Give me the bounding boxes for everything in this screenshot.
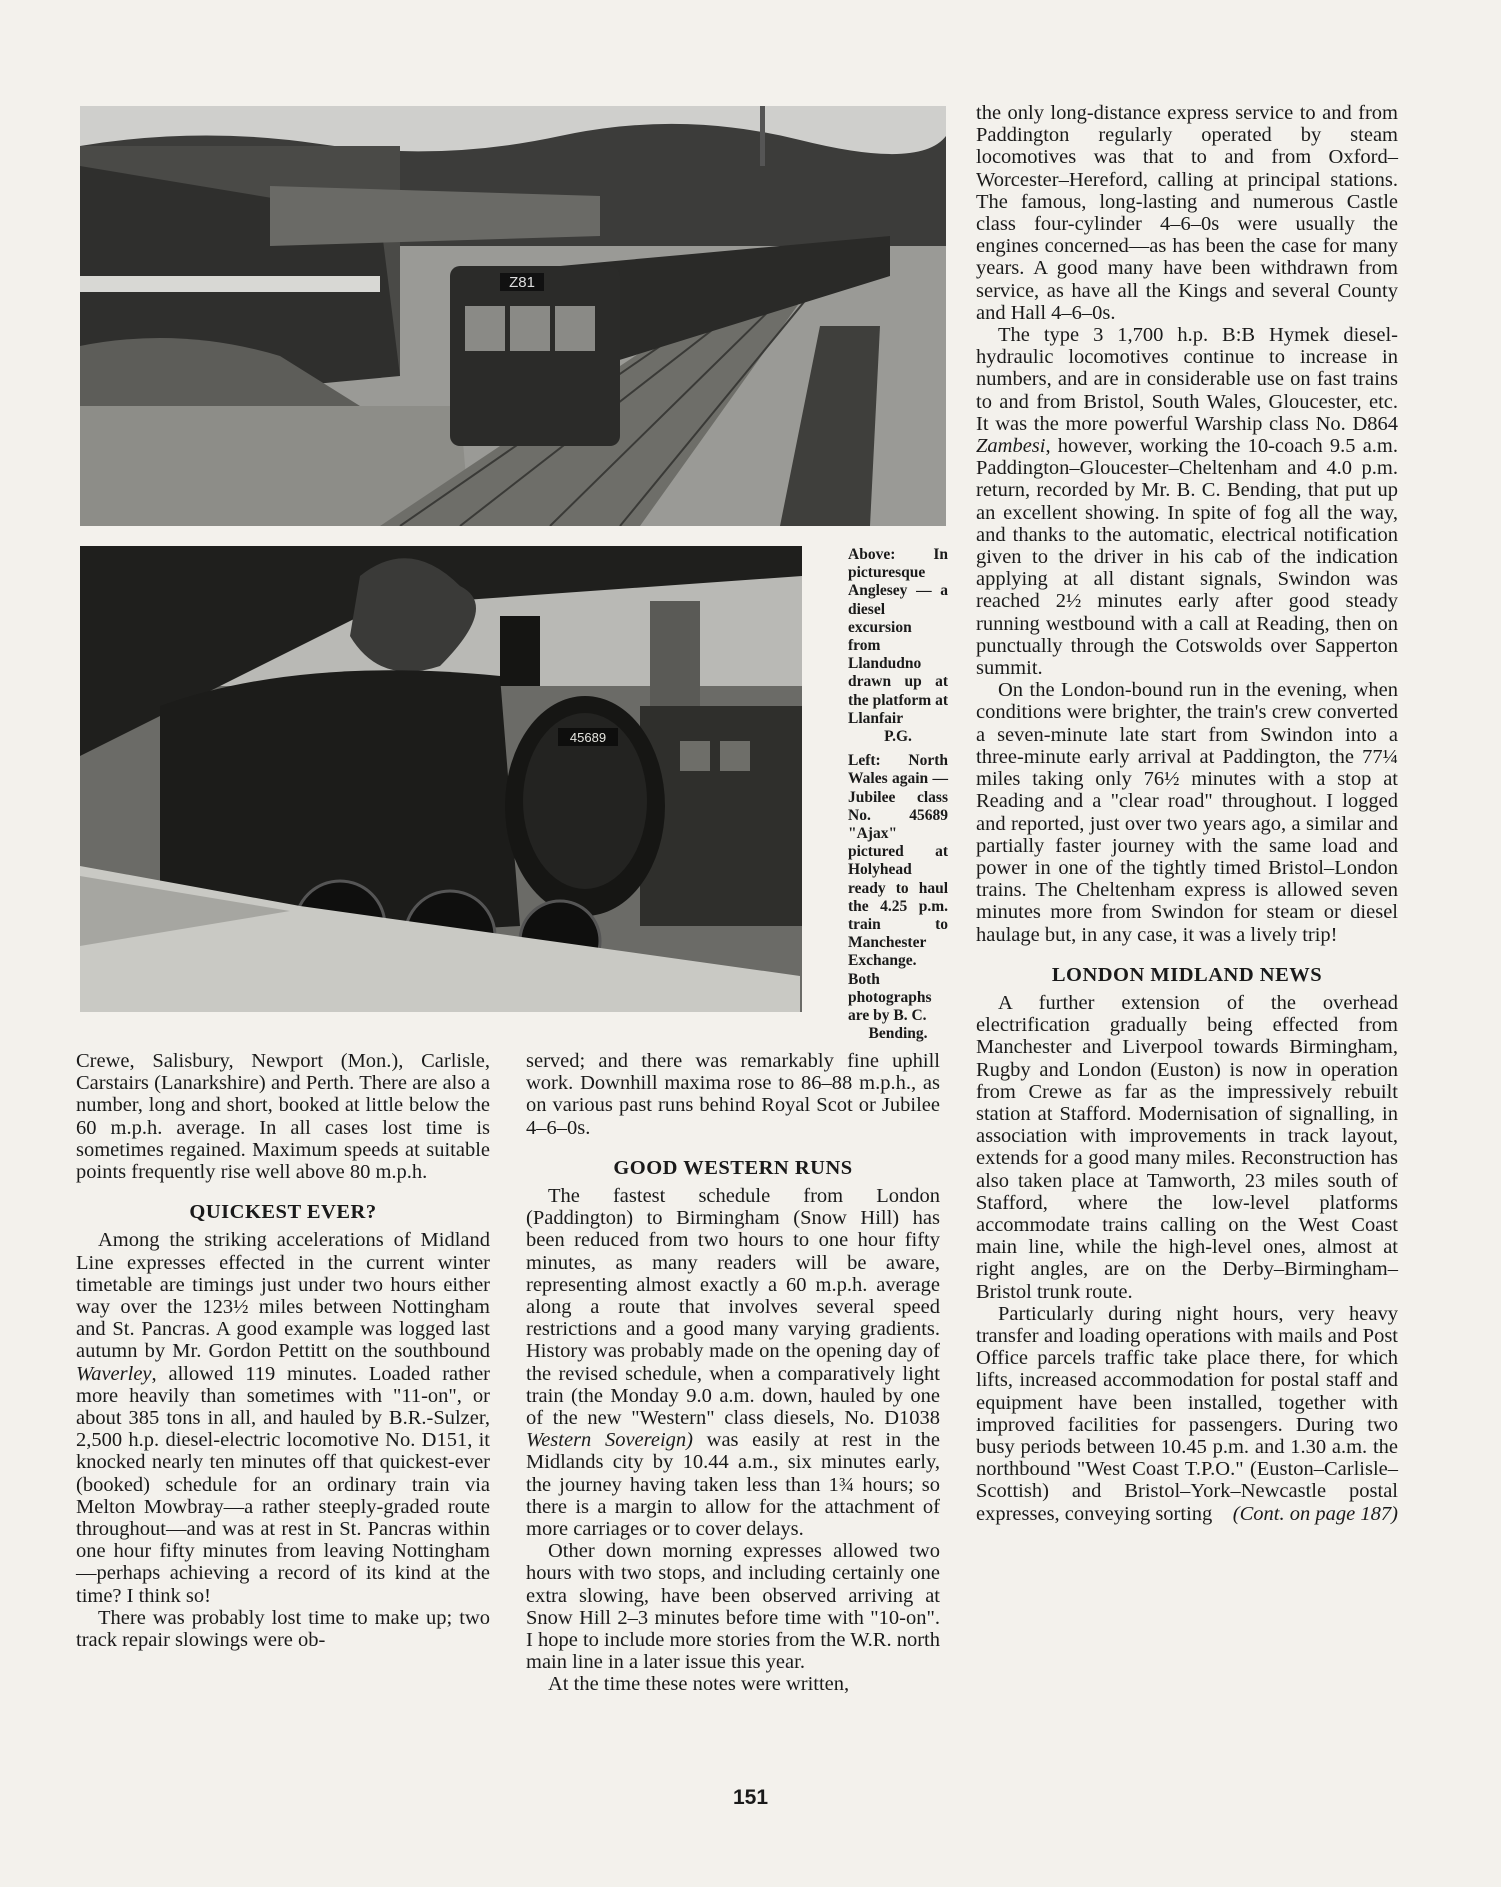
heading-london-midland-news: LONDON MIDLAND NEWS [1051,963,1323,986]
col1-intro: Crewe, Salisbury, Newport (Mon.), Carlisle, Carstairs (Lanarkshire) and Perth. There are also a number, long and short, booked at little below the 60 m.p.h. average. In all cases lost time is sometimes regained. Maximum speeds at suitable points frequently rise well above 80 m.p.h. [76,1050,490,1184]
column-2 [526,1050,940,1696]
caption-above [848,546,948,746]
heading-good-western-runs: GOOD WESTERN RUNS [613,1156,853,1179]
heading-quickest-ever: QUICKEST EVER? [189,1201,377,1224]
photo-anglesey-diesel [80,106,946,526]
col1-p1-text-a: Among the striking accelerations of Midland Line expresses effected in the current winter timetable are timings just under two hours either way over the 123½ miles between Nottingham and St. Pancras. A good example was logged last autumn by Mr. Gordon Pettitt on the southbound [76,1229,490,1363]
col2-intro: served; and there was remarkably fine uphill work. Downhill maxima rose to 86–88 m.p.h., as on various past runs behind Royal Scot or Jubilee 4–6–0s. [526,1050,940,1139]
photo-anglesey-diesel-image [80,106,946,526]
col2-paragraph-2: Other down morning expresses allowed two hours with two stops, and including certainly one extra slowing, have been observed arriving at Snow Hill 2–3 minutes before time with "10-on". I hope to include more stories from the W.R. north main line in a later issue this year. [526,1540,940,1674]
caption-left-end: Bending. [868,1025,928,1043]
col3-paragraph-3: A further extension of the overhead electrification gradually being effected from Manchester and Liverpool towards Birmingham, Rugby and London (Euston) is now in operation from Crewe as far as the impressively rebuilt station at Stafford. Modernisation of signalling, in association with improvements in track layout, extends for a good many miles. Reconstruction has also taken place at Tamworth, 23 miles south of Stafford, where the low-level platforms accommodate trains calling on the West Coast main line, while the high-level ones, almost at right angles, are on the Derby–Birmingham–Bristol trunk route. [976,991,1398,1303]
photo-jubilee-holyhead [80,546,802,1012]
loco-number-plate: 45689 [569,730,607,745]
col2-paragraph-1 [526,1185,940,1540]
col2-p1-text-a: The fastest schedule from London (Paddington) to Birmingham (Snow Hill) has been reduced from two hours to one hour fifty minutes, as many readers will be aware, representing almost exactly a 60 m.p.h. average along a route that involves several speed restrictions and a good many varying gradients. History was probably made on the opening day of the revised schedule, when a comparatively light train (the Monday 9.0 a.m. down, hauled by one of the new "Western" class diesels, No. D1038 [526,1185,940,1430]
caption-above-text: Above: In picturesque Anglesey — a diesel excursion from Llandudno drawn up at the platform at Llanfair [848,546,948,727]
col2-p1-emphasis: Western Sovereign) [526,1429,693,1452]
col3-paragraph-4 [976,1303,1398,1525]
caption-above-end: P.G. [884,728,912,746]
col3-intro: the only long-distance express service to and from Paddington regularly operated by steam locomotives was that to and from Oxford–Worcester–Hereford, calling at principal stations. The famous, long-lasting and numerous Castle class four-cylinder 4–6–0s were usually the engines concerned—as has been the case for many years. A good many have been withdrawn from service, as have all the Kings and several County and Hall 4–6–0s. [976,102,1398,324]
col2-paragraph-3: At the time these notes were written, [548,1673,850,1696]
col3-paragraph-1 [976,324,1398,679]
col2-p1-text-b: was easily at rest in the Midlands city by 10.44 a.m., six minutes early, the journey having taken less than 1¾ hours; so there is a margin to allow for the attachment of more carriages or to cover delays. [526,1429,940,1541]
col1-p1-emphasis: Waverley [76,1362,152,1385]
caption-left-text: Left: North Wales again — Jubilee class No. 45689 "Ajax" pictured at Holyhead ready to haul the 4.25 p.m. train to Manchester Exchange. Both photographs are by B. C. [848,752,948,1025]
caption-left [848,752,948,1043]
column-1 [76,1050,490,1651]
photo-jubilee-holyhead-image [80,546,802,1012]
col3-p4-text: Particularly during night hours, very heavy transfer and loading operations with mails and Post Office parcels traffic take place there, for which lifts, increased accommodation for postal staff and equipment have been installed, together with improved facilities for passengers. During two busy periods between 10.45 p.m. and 1.30 a.m. the northbound "West Coast T.P.O." (Euston–Carlisle–Scottish) and Bristol–York–Newcastle postal expresses, conveying sorting [976,1302,1398,1525]
continued-note: (Cont. on page 187) [1232,1502,1398,1525]
col1-paragraph-2: There was probably lost time to make up; two track repair slowings were ob- [76,1606,490,1652]
col1-p1-text-b: , allowed 119 minutes. Loaded rather more heavily than sometimes with "11-on", or about 385 tons in all, and hauled by B.R.-Sulzer, 2,500 h.p. diesel-electric locomotive No. D151, it knocked nearly ten minutes off that quickest-ever (booked) schedule for an ordinary train via Melton Mowbray—a rather steeply-graded route throughout—and was at rest in St. Pancras within one hour fifty minutes from leaving Nottingham—perhaps achieving a record of its kind at the time? I think so! [76,1362,490,1607]
dmu-headcode: Z81 [509,274,535,291]
photo-caption [848,546,948,1049]
col3-paragraph-2: On the London-bound run in the evening, when conditions were brighter, the train's crew converted a seven-minute late start from Swindon into a three-minute early arrival at Paddington, the 77¼ miles taking only 76½ minutes with a stop at Reading and a "clear road" throughout. I logged and reported, just over two years ago, a similar and partially faster journey with the same load and power in one of the tightly timed Bristol–London trains. The Cheltenham express is allowed seven minutes more from Swindon for steam or diesel haulage but, in any case, it was a lively trip! [976,679,1398,946]
col3-p1-text-b: , however, working the 10-coach 9.5 a.m. Paddington–Gloucester–Cheltenham and 4.0 p.m. return, recorded by Mr. B. C. Bending, that put up an excellent showing. In spite of fog all the way, and thanks to the automatic, electrical notification given to the driver in his cab of the indication applying at all distant signals, Swindon was reached 2½ minutes early after good steady running westbound with a call at Reading, then on punctually through the Cotswolds over Sapperton summit. [976,435,1398,680]
col1-paragraph-1 [76,1229,490,1606]
column-3 [976,102,1398,1525]
col3-p1-emphasis: Zambesi [976,435,1046,458]
col3-p1-text-a: The type 3 1,700 h.p. B:B Hymek diesel-hydraulic locomotives continue to increase in numbers, and are in considerable use on fast trains to and from Bristol, South Wales, Gloucester, etc. It was the more powerful Warship class No. D864 [976,324,1398,435]
page-number: 151 [732,1786,769,1809]
